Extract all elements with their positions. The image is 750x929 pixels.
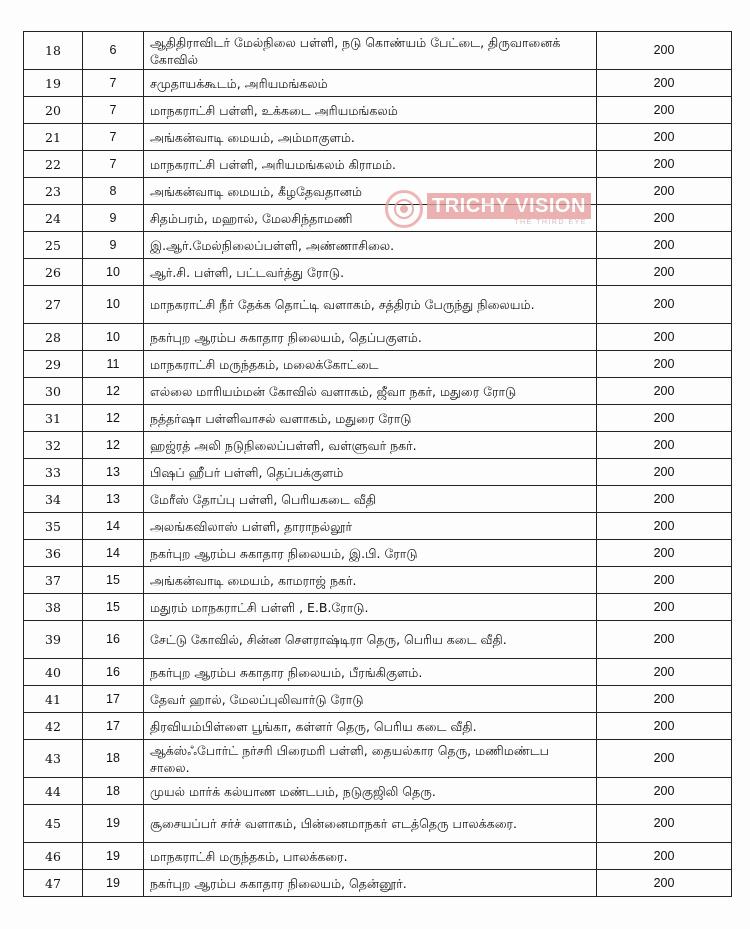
- ward-number-cell: 7: [83, 124, 144, 151]
- serial-number-cell: 44: [24, 778, 83, 805]
- ward-number-cell: 19: [83, 843, 144, 870]
- ward-number-cell: 16: [83, 659, 144, 686]
- ward-number-cell: 12: [83, 378, 144, 405]
- ward-number-cell: 8: [83, 178, 144, 205]
- serial-number-cell: 34: [24, 486, 83, 513]
- ward-number-cell: 15: [83, 567, 144, 594]
- dose-count-cell: 200: [597, 540, 732, 567]
- ward-number-cell: 9: [83, 232, 144, 259]
- table-row: [24, 151, 732, 178]
- location-cell: மதுரம் மாநகராட்சி பள்ளி , E.B.ரோடு.: [144, 594, 597, 621]
- dose-count-cell: 200: [597, 124, 732, 151]
- table-row: [24, 870, 732, 897]
- ward-number-cell: 10: [83, 259, 144, 286]
- table-row: [24, 432, 732, 459]
- ward-number-cell: 10: [83, 286, 144, 324]
- location-cell: ஆக்ஸ்ஃபோர்ட் நர்சரி பிரைமரி பள்ளி, தையல்கார தெரு, மணிமண்டப சாலை.: [144, 740, 597, 778]
- location-cell: நகர்புற ஆரம்ப சுகாதார நிலையம், தென்னூர்.: [144, 870, 597, 897]
- table-row: [24, 259, 732, 286]
- table-row: [24, 567, 732, 594]
- dose-count-cell: 200: [597, 178, 732, 205]
- serial-number-cell: 35: [24, 513, 83, 540]
- dose-count-cell: 200: [597, 870, 732, 897]
- ward-number-cell: 10: [83, 324, 144, 351]
- location-cell: ஆதிதிராவிடர் மேல்நிலை பள்ளி, நடு கொண்யம் பேட்டை, திருவானைக் கோவில்: [144, 32, 597, 70]
- location-cell: நகர்புற ஆரம்ப சுகாதார நிலையம், தெப்பகுளம்.: [144, 324, 597, 351]
- location-cell: திரவியம்பிள்ளை பூங்கா, கள்ளர் தெரு, பெரிய கடை வீதி.: [144, 713, 597, 740]
- serial-number-cell: 27: [24, 286, 83, 324]
- serial-number-cell: 26: [24, 259, 83, 286]
- table-row: [24, 286, 732, 324]
- table-row: [24, 324, 732, 351]
- serial-number-cell: 25: [24, 232, 83, 259]
- location-cell: ஆர்.சி. பள்ளி, பட்டவர்த்து ரோடு.: [144, 259, 597, 286]
- serial-number-cell: 43: [24, 740, 83, 778]
- table-row: [24, 740, 732, 778]
- dose-count-cell: 200: [597, 432, 732, 459]
- dose-count-cell: 200: [597, 594, 732, 621]
- ward-number-cell: 19: [83, 805, 144, 843]
- table-row: [24, 459, 732, 486]
- dose-count-cell: 200: [597, 740, 732, 778]
- table-row: [24, 621, 732, 659]
- table-row: [24, 178, 732, 205]
- serial-number-cell: 28: [24, 324, 83, 351]
- dose-count-cell: 200: [597, 686, 732, 713]
- dose-count-cell: 200: [597, 70, 732, 97]
- table-row: [24, 713, 732, 740]
- table-row: [24, 513, 732, 540]
- ward-number-cell: 14: [83, 513, 144, 540]
- ward-number-cell: 7: [83, 97, 144, 124]
- table-row: [24, 124, 732, 151]
- dose-count-cell: 200: [597, 778, 732, 805]
- watermark-title: TRICHY VISION: [427, 193, 591, 219]
- serial-number-cell: 37: [24, 567, 83, 594]
- serial-number-cell: 18: [24, 32, 83, 70]
- location-cell: சமுதாயக்கூடம், அரியமங்கலம்: [144, 70, 597, 97]
- table-row: [24, 805, 732, 843]
- location-cell: அலங்கவிலாஸ் பள்ளி, தாராநல்லூர்: [144, 513, 597, 540]
- serial-number-cell: 47: [24, 870, 83, 897]
- serial-number-cell: 39: [24, 621, 83, 659]
- ward-number-cell: 18: [83, 778, 144, 805]
- table-row: [24, 686, 732, 713]
- table-row: [24, 378, 732, 405]
- ward-number-cell: 15: [83, 594, 144, 621]
- serial-number-cell: 29: [24, 351, 83, 378]
- ward-number-cell: 12: [83, 405, 144, 432]
- serial-number-cell: 33: [24, 459, 83, 486]
- table-row: [24, 351, 732, 378]
- table-row: [24, 594, 732, 621]
- dose-count-cell: 200: [597, 621, 732, 659]
- ward-number-cell: 16: [83, 621, 144, 659]
- ward-number-cell: 18: [83, 740, 144, 778]
- ward-number-cell: 13: [83, 486, 144, 513]
- ward-number-cell: 7: [83, 70, 144, 97]
- serial-number-cell: 38: [24, 594, 83, 621]
- table-row: [24, 540, 732, 567]
- location-cell: சிதம்பரம், மஹால், மேலசிந்தாமணி: [144, 205, 597, 232]
- location-cell: நத்தர்ஷா பள்ளிவாசல் வளாகம், மதுரை ரோடு: [144, 405, 597, 432]
- location-cell: பிஷப் ஹீபர் பள்ளி, தெப்பக்குளம்: [144, 459, 597, 486]
- dose-count-cell: 200: [597, 151, 732, 178]
- table-row: [24, 97, 732, 124]
- ward-number-cell: 6: [83, 32, 144, 70]
- location-cell: அங்கன்வாடி மையம், காமராஜ் நகர்.: [144, 567, 597, 594]
- location-cell: மாநகராட்சி பள்ளி, உக்கடை அரியமங்கலம்: [144, 97, 597, 124]
- location-cell: அங்கன்வாடி மையம், அம்மாகுளம்.: [144, 124, 597, 151]
- serial-number-cell: 20: [24, 97, 83, 124]
- location-cell: மாநகராட்சி நீர் தேக்க தொட்டி வளாகம், சத்திரம் பேருந்து நிலையம்.: [144, 286, 597, 324]
- table-row: [24, 486, 732, 513]
- location-cell: மாநகராட்சி பள்ளி, அரியமங்கலம் கிராமம்.: [144, 151, 597, 178]
- dose-count-cell: 200: [597, 259, 732, 286]
- ward-number-cell: 17: [83, 713, 144, 740]
- serial-number-cell: 36: [24, 540, 83, 567]
- ward-number-cell: 11: [83, 351, 144, 378]
- location-cell: அங்கன்வாடி மையம், கீழதேவதானம்: [144, 178, 597, 205]
- table-row: [24, 843, 732, 870]
- location-cell: மேரீஸ் தோப்பு பள்ளி, பெரியகடை வீதி: [144, 486, 597, 513]
- serial-number-cell: 19: [24, 70, 83, 97]
- location-cell: தேவர் ஹால், மேலப்புலிவார்டு ரோடு: [144, 686, 597, 713]
- serial-number-cell: 24: [24, 205, 83, 232]
- dose-count-cell: 200: [597, 378, 732, 405]
- vaccination-centre-table: [23, 31, 732, 897]
- dose-count-cell: 200: [597, 324, 732, 351]
- dose-count-cell: 200: [597, 843, 732, 870]
- serial-number-cell: 30: [24, 378, 83, 405]
- ward-number-cell: 7: [83, 151, 144, 178]
- ward-number-cell: 12: [83, 432, 144, 459]
- location-cell: மாநகராட்சி மருந்தகம், பாலக்கரை.: [144, 843, 597, 870]
- location-cell: ஹஜ்ரத் அலி நடுநிலைப்பள்ளி, வள்ளுவர் நகர்.: [144, 432, 597, 459]
- location-cell: இ.ஆர்.மேல்நிலைப்பள்ளி, அண்ணாசிலை.: [144, 232, 597, 259]
- dose-count-cell: 200: [597, 405, 732, 432]
- ward-number-cell: 19: [83, 870, 144, 897]
- ward-number-cell: 9: [83, 205, 144, 232]
- watermark-tagline: THE THIRD EYE: [514, 218, 587, 226]
- dose-count-cell: 200: [597, 459, 732, 486]
- dose-count-cell: 200: [597, 513, 732, 540]
- serial-number-cell: 42: [24, 713, 83, 740]
- table-row: [24, 32, 732, 70]
- table-row: [24, 205, 732, 232]
- table-row: [24, 778, 732, 805]
- ward-number-cell: 13: [83, 459, 144, 486]
- ward-number-cell: 14: [83, 540, 144, 567]
- serial-number-cell: 22: [24, 151, 83, 178]
- location-cell: சூசையப்பர் சர்ச் வளாகம், பின்னைமாநகர் எடத்தெரு பாலக்கரை.: [144, 805, 597, 843]
- table-body: [24, 32, 732, 897]
- table-row: [24, 659, 732, 686]
- serial-number-cell: 23: [24, 178, 83, 205]
- location-cell: எல்லை மாரியம்மன் கோவில் வளாகம், ஜீவா நகர், மதுரை ரோடு: [144, 378, 597, 405]
- serial-number-cell: 32: [24, 432, 83, 459]
- dose-count-cell: 200: [597, 97, 732, 124]
- table-row: [24, 232, 732, 259]
- serial-number-cell: 40: [24, 659, 83, 686]
- table-row: [24, 70, 732, 97]
- serial-number-cell: 31: [24, 405, 83, 432]
- serial-number-cell: 21: [24, 124, 83, 151]
- dose-count-cell: 200: [597, 351, 732, 378]
- location-cell: மாநகராட்சி மருந்தகம், மலைக்கோட்டை: [144, 351, 597, 378]
- dose-count-cell: 200: [597, 659, 732, 686]
- dose-count-cell: 200: [597, 205, 732, 232]
- serial-number-cell: 46: [24, 843, 83, 870]
- dose-count-cell: 200: [597, 713, 732, 740]
- location-cell: சேட்டு கோவில், சின்ன சௌராஷ்டிரா தெரு, பெரிய கடை வீதி.: [144, 621, 597, 659]
- location-cell: நகர்புற ஆரம்ப சுகாதார நிலையம், இ.பி. ரோடு: [144, 540, 597, 567]
- serial-number-cell: 41: [24, 686, 83, 713]
- dose-count-cell: 200: [597, 486, 732, 513]
- dose-count-cell: 200: [597, 567, 732, 594]
- ward-number-cell: 17: [83, 686, 144, 713]
- location-cell: முயல் மார்க் கல்யாண மண்டபம், நடுகுஜிலி தெரு.: [144, 778, 597, 805]
- dose-count-cell: 200: [597, 232, 732, 259]
- dose-count-cell: 200: [597, 286, 732, 324]
- dose-count-cell: 200: [597, 805, 732, 843]
- dose-count-cell: 200: [597, 32, 732, 70]
- table-row: [24, 405, 732, 432]
- location-cell: நகர்புற ஆரம்ப சுகாதார நிலையம், பீரங்கிகுளம்.: [144, 659, 597, 686]
- serial-number-cell: 45: [24, 805, 83, 843]
